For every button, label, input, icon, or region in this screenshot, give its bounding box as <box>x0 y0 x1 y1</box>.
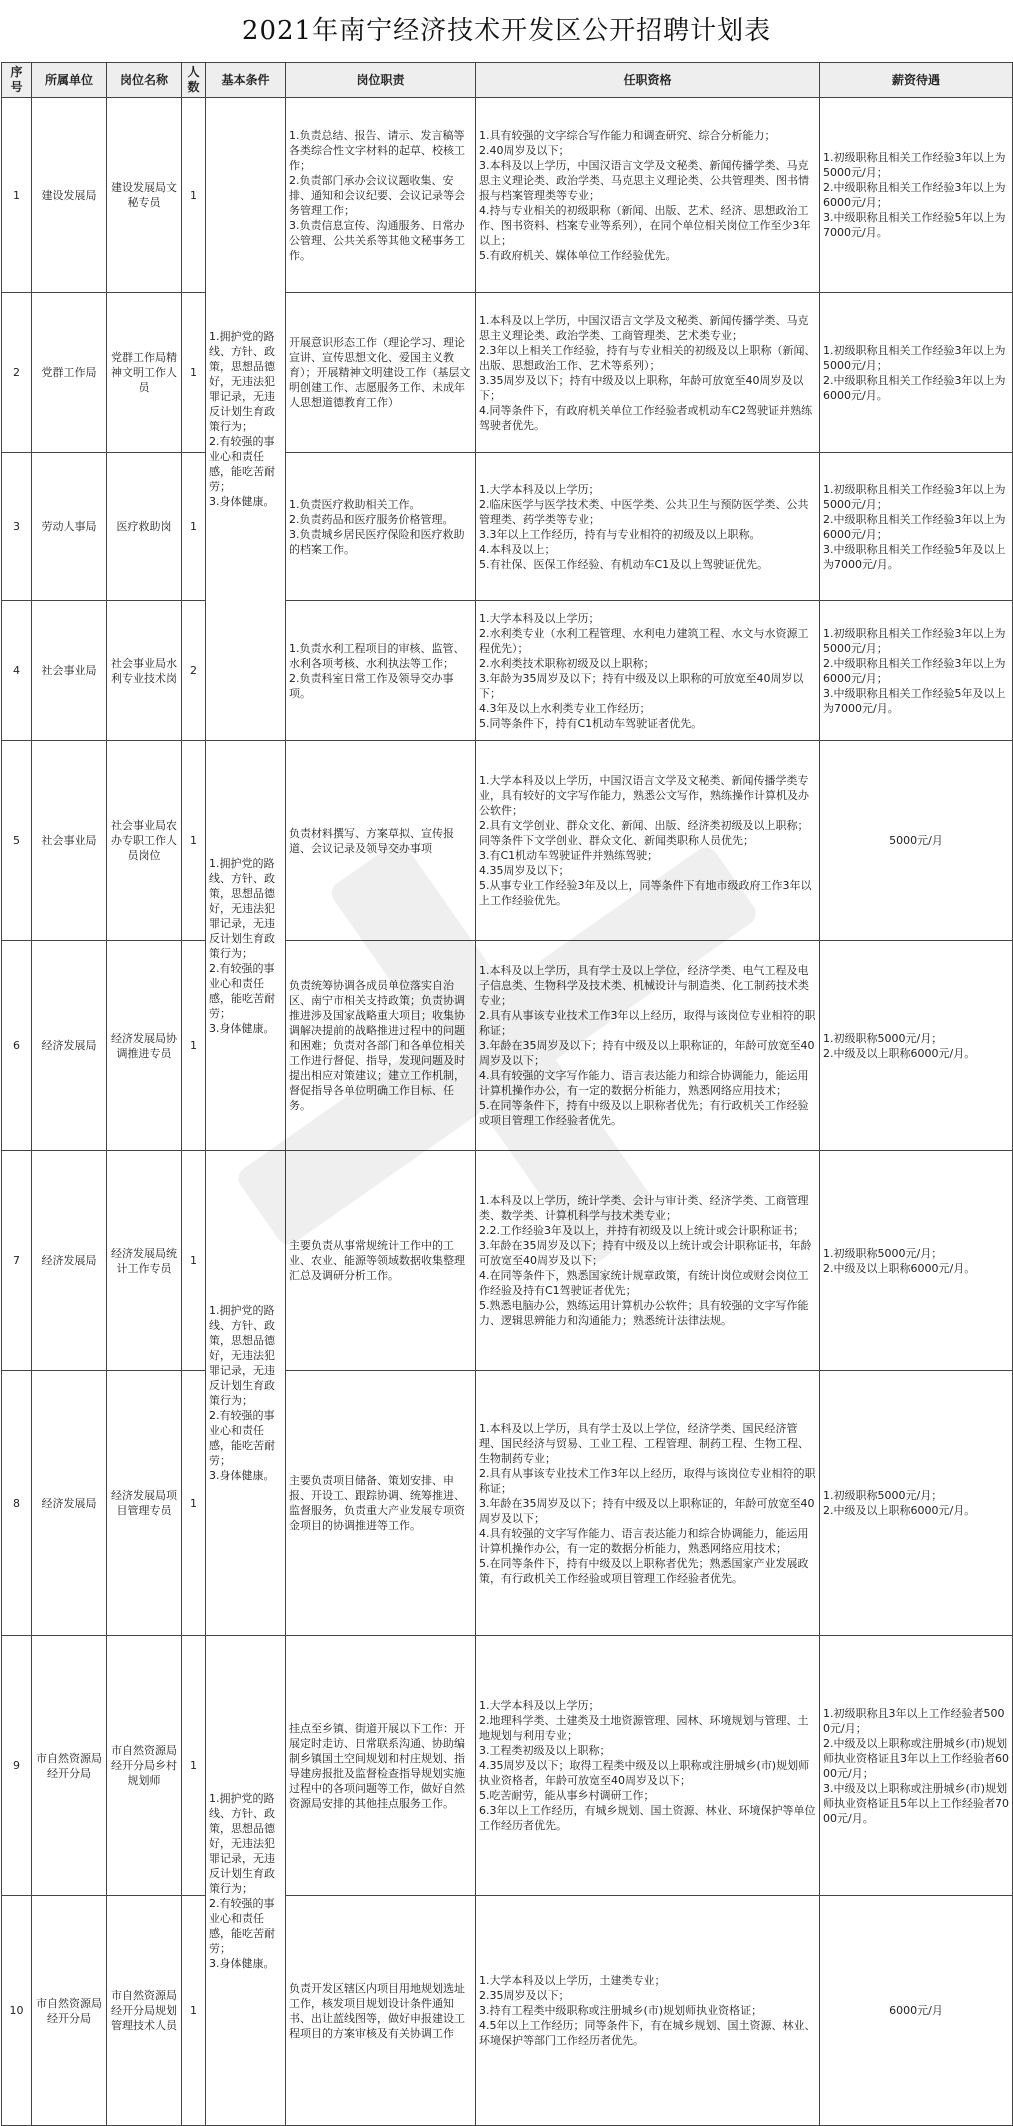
qualification-line: 4.35周岁及以下；取得工程类中级及以上职称或注册城乡(市)规划师执业资格者，年龄可放宽至40周岁及以下； <box>479 1759 810 1787</box>
position-cell: 市自然资源局经开分局规划管理技术人员 <box>107 1896 182 2126</box>
unit-cell: 劳动人事局 <box>32 453 107 601</box>
basic-condition-line: 1.拥护党的路线、方针、政策，思想品德好，无违法犯罪记录，无违反计划生育政策行为； <box>209 1304 275 1407</box>
salary-line: 2.中级职称且相关工作经验3年以上为6000元/月； <box>823 656 1006 685</box>
count-cell: 1 <box>182 98 206 293</box>
position-cell: 社会事业局农办专职工作人员岗位 <box>107 741 182 941</box>
recruitment-table <box>1 62 1013 2126</box>
qualification-line: 1.大学本科及以上学历，土建类专业； <box>479 1974 666 1987</box>
row-number: 1 <box>2 98 32 293</box>
basic-conditions-cell <box>206 1636 286 2126</box>
count-cell: 1 <box>182 741 206 941</box>
unit-cell: 党群工作局 <box>32 293 107 453</box>
qualification-line: 3.工程类初级及以上职称； <box>479 1744 611 1757</box>
qualifications-cell <box>476 1636 820 1896</box>
qualification-line: 5.在同等条件下，持有中级及以上职称者优先；熟悉国家产业发展政策，有行政机关工作经验或项目管理工作经验者优先。 <box>479 1556 809 1585</box>
salary-cell <box>820 1636 1013 1896</box>
qualifications-cell <box>476 1371 820 1636</box>
position-cell: 经济发展局统计工作专员 <box>107 1151 182 1371</box>
position-cell: 医疗救助岗 <box>107 453 182 601</box>
unit-cell: 建设发展局 <box>32 98 107 293</box>
unit-cell: 经济发展局 <box>32 1371 107 1636</box>
duty-line: 负责统筹协调各成员单位落实自治区、南宁市相关支持政策；负责协调推进涉及国家战略重大项目；收集协调解决提前的战略推进过程中的问题和困难；负责对各部门和各单位相关工作进行督促、指导，发现问题及时提出相应对策建议；建立工作机制，督促指导各单位明确工作目标、任务。 <box>289 979 465 1112</box>
qualification-line: 1.大学本科及以上学历； <box>479 611 600 625</box>
salary-line: 2.中级及以上职称6000元/月。 <box>823 1504 976 1517</box>
basic-condition-line: 2.有较强的事业心和责任感，能吃苦耐劳； <box>209 435 275 493</box>
count-cell: 1 <box>182 293 206 453</box>
table-row <box>2 741 1013 941</box>
salary-line: 5000元/月 <box>889 834 943 847</box>
table-row <box>2 941 1013 1151</box>
unit-cell: 社会事业局 <box>32 601 107 741</box>
count-cell: 1 <box>182 1151 206 1371</box>
table-row <box>2 1636 1013 1896</box>
position-cell: 经济发展局项目管理专员 <box>107 1371 182 1636</box>
qualification-line: 5.在同等条件下，持有中级及以上职称者优先；有行政机关工作经验或项目管理工作经验者优先。 <box>479 1099 809 1127</box>
unit-cell: 市自然资源局经开分局 <box>32 1636 107 1896</box>
qualification-line: 5.有社保、医保工作经验、有机动车C1及以上驾驶证优先。 <box>479 557 769 571</box>
duty-line: 2.负责药品和医疗服务价格管理。 <box>289 512 454 526</box>
qualification-line: 4.在同等条件下，熟悉国家统计规章政策，有统计岗位或财会岗位工作经验及持有C1驾驶证者优先； <box>479 1269 809 1297</box>
count-cell: 1 <box>182 941 206 1151</box>
duties-cell <box>286 98 476 293</box>
duties-cell <box>286 1371 476 1636</box>
qualification-line: 4.具有较强的文字写作能力、语言表达能力和综合协调能力，能运用计算机操作办公，有一定的数据分析能力，熟悉网络应用技术； <box>479 1069 809 1097</box>
salary-line: 2.中级职称且相关工作经验3年以上为6000元/月。 <box>823 373 1006 402</box>
qualification-line: 5.吃苦耐劳，能从事乡村调研工作； <box>479 1789 655 1802</box>
qualification-line: 3.持有工程类中级职称或注册城乡(市)规划师执业资格证； <box>479 2004 763 2017</box>
qualifications-cell <box>476 741 820 941</box>
salary-line: 1.初级职称5000元/月； <box>823 1489 943 1502</box>
position-cell: 社会事业局水利专业技术岗 <box>107 601 182 741</box>
salary-line: 6000元/月 <box>889 2004 943 2017</box>
qualification-line: 2.具有从事该专业技术工作3年以上经历，取得与该岗位专业相符的职称证； <box>479 1466 816 1495</box>
qualification-line: 4.持与专业相关的初级职称（新闻、出版、艺术、经济、思想政治工作、图书资料、档案专业等系列），在同个单位相关岗位工作至少3年以上； <box>479 203 811 247</box>
duty-line: 1.负责总结、报告、请示、发言稿等各类综合性文字材料的起草、校核工作； <box>289 128 465 172</box>
basic-conditions-cell <box>206 98 286 741</box>
qualification-line: 4.35周岁及以下； <box>479 864 570 877</box>
qualification-line: 4.5年以上工作经历；同等条件下，有在城乡规划、国土资源、林业、环境保护等部门工作经历者优先。 <box>479 2019 816 2047</box>
salary-line: 1.初级职称且相关工作经验3年以上为5000元/月； <box>823 151 1006 179</box>
qualification-line: 2.35周岁及以下； <box>479 1989 570 2002</box>
qualification-line: 3.35周岁及以下；持有中级及以上职称，年龄可放宽至40周岁及以下； <box>479 373 804 402</box>
salary-line: 1.初级职称5000元/月； <box>823 1031 943 1045</box>
duty-line: 挂点至乡镇、街道开展以下工作：开展定时走访、日常联系沟通、协助编制乡镇国土空间规划和村庄规划、指导建房报批及监督检查指导规划实施过程中的各项问题等工作，做好自然资源局安排的其他挂点服务工作。 <box>289 1721 465 1810</box>
basic-condition-line: 2.有较强的事业心和责任感，能吃苦耐劳； <box>209 961 275 1020</box>
header-unit: 所属单位 <box>32 63 107 98</box>
header-count: 人数 <box>182 63 206 98</box>
basic-condition-line: 2.有较强的事业心和责任感，能吃苦耐劳； <box>209 1409 275 1467</box>
qualification-line: 2.地理科学类、土建类及土地资源管理、园林、环境规划与管理、土地规划与利用专业； <box>479 1714 809 1742</box>
salary-line: 2.中级及以上职称或注册城乡(市)规划师执业资格证且3年以上工作经验者6000元/月； <box>823 1736 1009 1780</box>
qualification-line: 5.熟悉电脑办公，熟练运用计算机办公软件；具有较强的文字写作能力、逻辑思辨能力和沟通能力；熟悉统计法律法规。 <box>479 1299 809 1327</box>
qualification-line: 1.具有较强的文字综合写作能力和调查研究、综合分析能力； <box>479 128 776 142</box>
salary-line: 2.中级及以上职称6000元/月。 <box>823 1261 976 1275</box>
row-number: 10 <box>2 1896 32 2126</box>
position-cell: 经济发展局协调推进专员 <box>107 941 182 1151</box>
header-position: 岗位名称 <box>107 63 182 98</box>
basic-conditions-cell <box>206 1151 286 1636</box>
count-cell: 1 <box>182 1371 206 1636</box>
table-row <box>2 98 1013 293</box>
basic-condition-line: 1.拥护党的路线、方针、政策，思想品德好，无违法犯罪记录，无违反计划生育政策行为； <box>209 1791 275 1895</box>
row-number: 5 <box>2 741 32 941</box>
qualification-line: 5.有政府机关、媒体单位工作经验优先。 <box>479 248 677 262</box>
qualification-line: 2.2.工作经验3年及以上，并持有初级及以上统计或会计职称证书； <box>479 1224 804 1237</box>
duties-cell <box>286 293 476 453</box>
qualification-line: 3.本科及以上学历，中国汉语言文学及文秘类、新闻传播学类、马克思主义理论类、政治学类、马克思主义理论类、公共管理类、图书情报与档案管理类等专业； <box>479 158 809 202</box>
header-no: 序号 <box>2 63 32 98</box>
table-row <box>2 1896 1013 2126</box>
row-number: 3 <box>2 453 32 601</box>
qualification-line: 6.3年以上工作经历，有城乡规划、国土资源、林业、环境保护等单位工作经历者优先。 <box>479 1804 816 1832</box>
basic-condition-line: 3.身体健康。 <box>209 1956 275 1970</box>
table-row <box>2 1371 1013 1636</box>
header-quals: 任职资格 <box>476 63 820 98</box>
duty-line: 开展意识形态工作（理论学习、理论宣讲、宣传思想文化、爱国主义教育）；开展精神文明建设工作（基层文明创建工作、志愿服务工作、未成年人思想道德教育工作） <box>289 336 471 409</box>
salary-line: 3.中级及以上职称或注册城乡(市)规划师执业资格证且5年以上工作经验者7000元/月。 <box>823 1781 1009 1825</box>
row-number: 4 <box>2 601 32 741</box>
duty-line: 3.负责信息宣传、沟通服务、日常办公管理、公共关系等其他文秘事务工作。 <box>289 218 465 262</box>
count-cell: 1 <box>182 1896 206 2126</box>
header-basic: 基本条件 <box>206 63 286 98</box>
count-cell: 1 <box>182 1636 206 1896</box>
position-cell: 市自然资源局经开分局乡村规划师 <box>107 1636 182 1896</box>
unit-cell: 经济发展局 <box>32 1151 107 1371</box>
qualification-line: 4.本科及以上； <box>479 542 556 556</box>
qualification-line: 2.水利类专业（水利工程管理、水利电力建筑工程、水文与水资源工程优先）； <box>479 626 809 655</box>
salary-line: 3.中级职称且相关工作经验5年以上为7000元/月。 <box>823 211 1006 239</box>
row-number: 8 <box>2 1371 32 1636</box>
row-number: 7 <box>2 1151 32 1371</box>
qualification-line: 3.年龄在35周岁及以下；持有中级及以上职称证的，年龄可放宽至40周岁及以下； <box>479 1039 815 1067</box>
salary-cell <box>820 453 1013 601</box>
salary-line: 1.初级职称5000元/月； <box>823 1246 943 1260</box>
qualification-line: 1.本科及以上学历，中国汉语言文学及文秘类、新闻传播学类、马克思主义理论类、政治学类、工商管理类、艺术类专业； <box>479 313 809 342</box>
salary-line: 1.初级职称且相关工作经验3年以上为5000元/月； <box>823 343 1006 372</box>
row-number: 6 <box>2 941 32 1151</box>
duty-line: 2.负责部门承办会议议题收集、安排、通知和会议纪要、会议记录等会务管理工作； <box>289 173 465 217</box>
salary-cell <box>820 601 1013 741</box>
duties-cell <box>286 1151 476 1371</box>
position-cell: 党群工作局精神文明工作人员 <box>107 293 182 453</box>
duty-line: 负责开发区辖区内项目用地规划选址工作，核发项目规划设计条件通知书、出让蓝线图等，做好申报建设工程项目的方案审核及有关协调工作 <box>289 1981 465 2040</box>
basic-condition-line: 2.有较强的事业心和责任感，能吃苦耐劳； <box>209 1896 275 1955</box>
basic-condition-line: 1.拥护党的路线、方针、政策，思想品德好，无违法犯罪记录，无违反计划生育政策行为； <box>209 330 275 433</box>
table-row <box>2 453 1013 601</box>
salary-cell <box>820 741 1013 941</box>
qualification-line: 3.年龄为35周岁及以下；持有中级及以上职称的可放宽至40周岁以下； <box>479 671 804 700</box>
basic-condition-line: 3.身体健康。 <box>209 1021 275 1035</box>
salary-line: 1.初级职称且相关工作经验3年以上为5000元/月； <box>823 626 1006 655</box>
qualification-line: 2.临床医学与医学技术类、中医学类、公共卫生与预防医学类、公共管理类、药学类等专业； <box>479 497 809 526</box>
duties-cell <box>286 1636 476 1896</box>
qualifications-cell <box>476 293 820 453</box>
basic-conditions-cell <box>206 741 286 1151</box>
salary-line: 3.中级职称且相关工作经验5年及以上为7000元/月。 <box>823 686 1006 715</box>
salary-cell <box>820 1896 1013 2126</box>
salary-line: 2.中级及以上职称6000元/月。 <box>823 1046 976 1060</box>
salary-line: 3.中级职称且相关工作经验5年及以上为7000元/月。 <box>823 542 1006 571</box>
table-row <box>2 293 1013 453</box>
qualification-line: 5.同等条件下，持有C1机动车驾驶证者优先。 <box>479 716 703 730</box>
count-cell: 1 <box>182 453 206 601</box>
duty-line: 2.负责科室日常工作及领导交办事项。 <box>289 671 454 700</box>
table-row <box>2 601 1013 741</box>
basic-condition-line: 3.身体健康。 <box>209 1469 275 1482</box>
salary-cell <box>820 1151 1013 1371</box>
salary-line: 1.初级职称且3年以上工作经验者5000元/月； <box>823 1706 1005 1735</box>
qualifications-cell <box>476 98 820 293</box>
duties-cell <box>286 453 476 601</box>
qualification-line: 2.40周岁及以下； <box>479 143 570 157</box>
header-row <box>2 63 1013 98</box>
salary-cell <box>820 941 1013 1151</box>
salary-cell <box>820 98 1013 293</box>
qualification-line: 2.具有文学创业、群众文化、新闻、出版、经济类初级及以上职称；同等条件下文学创业、群众文化、新闻类职称人员优先； <box>479 819 809 847</box>
qualification-line: 1.大学本科及以上学历； <box>479 1699 600 1712</box>
basic-condition-line: 3.身体健康。 <box>209 495 275 508</box>
salary-line: 2.中级职称且相关工作经验3年以上为6000元/月； <box>823 181 1006 209</box>
duty-line: 1.负责水利工程项目的审核、监管、水利各项考核、水利执法等工作； <box>289 641 465 670</box>
qualification-line: 2.水利类技术职称初级及以上职称； <box>479 656 655 670</box>
qualification-line: 5.从事专业工作经验3年及以上，同等条件下有地市级政府工作3年以上工作经验优先。 <box>479 879 812 907</box>
duties-cell <box>286 1896 476 2126</box>
salary-line: 2.中级职称且相关工作经验3年以上为6000元/月； <box>823 512 1006 541</box>
qualification-line: 1.本科及以上学历，具有学士及以上学位，经济学类、电气工程及电子信息类、生物科学及技术类、机械设计与制造类、化工制药技术类专业； <box>479 964 809 1007</box>
duty-line: 3.负责城乡居民医疗保险和医疗救助的档案工作。 <box>289 527 465 556</box>
header-duties: 岗位职责 <box>286 63 476 98</box>
basic-condition-line: 1.拥护党的路线、方针、政策，思想品德好，无违法犯罪记录，无违反计划生育政策行为； <box>209 856 275 960</box>
header-salary: 薪资待遇 <box>820 63 1013 98</box>
salary-cell <box>820 1371 1013 1636</box>
unit-cell: 市自然资源局经开分局 <box>32 1896 107 2126</box>
qualification-line: 4.3年及以上水利类专业工作经历； <box>479 701 651 715</box>
duty-line: 1.负责医疗救助相关工作。 <box>289 497 421 511</box>
qualification-line: 1.大学本科及以上学历，中国汉语言文学及文秘类、新闻传播学类专业，具有较好的文字写作能力，熟悉公文写作，熟练操作计算机及办公软件； <box>479 774 809 817</box>
page-title: 2021年南宁经济技术开发区公开招聘计划表 <box>241 16 772 46</box>
count-cell: 2 <box>182 601 206 741</box>
qualifications-cell <box>476 1151 820 1371</box>
qualification-line: 4.具有较强的文字写作能力、语言表达能力和综合协调能力，能运用计算机操作办公，有一定的数据分析能力，熟悉网络应用技术； <box>479 1526 809 1555</box>
duties-cell <box>286 941 476 1151</box>
qualification-line: 3.年龄在35周岁及以下；持有中级及以上职称证的，年龄可放宽至40周岁及以下； <box>479 1496 815 1525</box>
unit-cell: 社会事业局 <box>32 741 107 941</box>
qualification-line: 3.年龄在35周岁及以下；持有中级及以上统计或会计职称证书，年龄可放宽至40周岁及以下； <box>479 1239 812 1267</box>
duties-cell <box>286 601 476 741</box>
qualifications-cell <box>476 601 820 741</box>
qualification-line: 2.3年以上相关工作经验，持有与专业相关的初级及以上职称（新闻、出版、思想政治工作、艺术等系列）； <box>479 343 816 372</box>
table-row <box>2 1151 1013 1371</box>
qualifications-cell <box>476 941 820 1151</box>
qualification-line: 1.大学本科及以上学历； <box>479 482 600 496</box>
duty-line: 主要负责项目储备、策划安排、申报、开设工、跟踪协调、统筹推进、监督服务，负责重大产业发展专项资金项目的协调推进等工作。 <box>289 1474 465 1532</box>
salary-line: 1.初级职称且相关工作经验3年以上为5000元/月； <box>823 482 1006 511</box>
qualification-line: 1.本科及以上学历，具有学士及以上学位，经济学类、国民经济管理、国民经济与贸易、工业工程、工程管理、制药工程、生物工程、生物制药专业； <box>479 1421 809 1465</box>
qualification-line: 3.3年以上工作经历，持有与专业相符的初级及以上职称。 <box>479 527 761 541</box>
qualification-line: 1.本科及以上学历，统计学类、会计与审计类、经济学类、工商管理类、数学类、计算机科学与技术类专业； <box>479 1194 809 1222</box>
unit-cell: 经济发展局 <box>32 941 107 1151</box>
qualification-line: 2.具有从事该专业技术工作3年以上经历，取得与该岗位专业相符的职称证； <box>479 1009 816 1037</box>
position-cell: 建设发展局文秘专员 <box>107 98 182 293</box>
qualification-line: 3.有C1机动车驾驶证件并熟练驾驶； <box>479 849 659 862</box>
salary-cell <box>820 293 1013 453</box>
duties-cell <box>286 741 476 941</box>
duty-line: 主要负责从事常规统计工作中的工业、农业、能源等领域数据收集整理汇总及调研分析工作。 <box>289 1239 465 1282</box>
qualifications-cell <box>476 453 820 601</box>
row-number: 2 <box>2 293 32 453</box>
qualification-line: 4.同等条件下，有政府机关单位工作经验者或机动车C2驾驶证并熟练驾驶者优先。 <box>479 403 813 432</box>
duty-line: 负责材料撰写、方案草拟、宣传报道、会议记录及领导交办事项 <box>289 826 454 855</box>
row-number: 9 <box>2 1636 32 1896</box>
qualifications-cell <box>476 1896 820 2126</box>
